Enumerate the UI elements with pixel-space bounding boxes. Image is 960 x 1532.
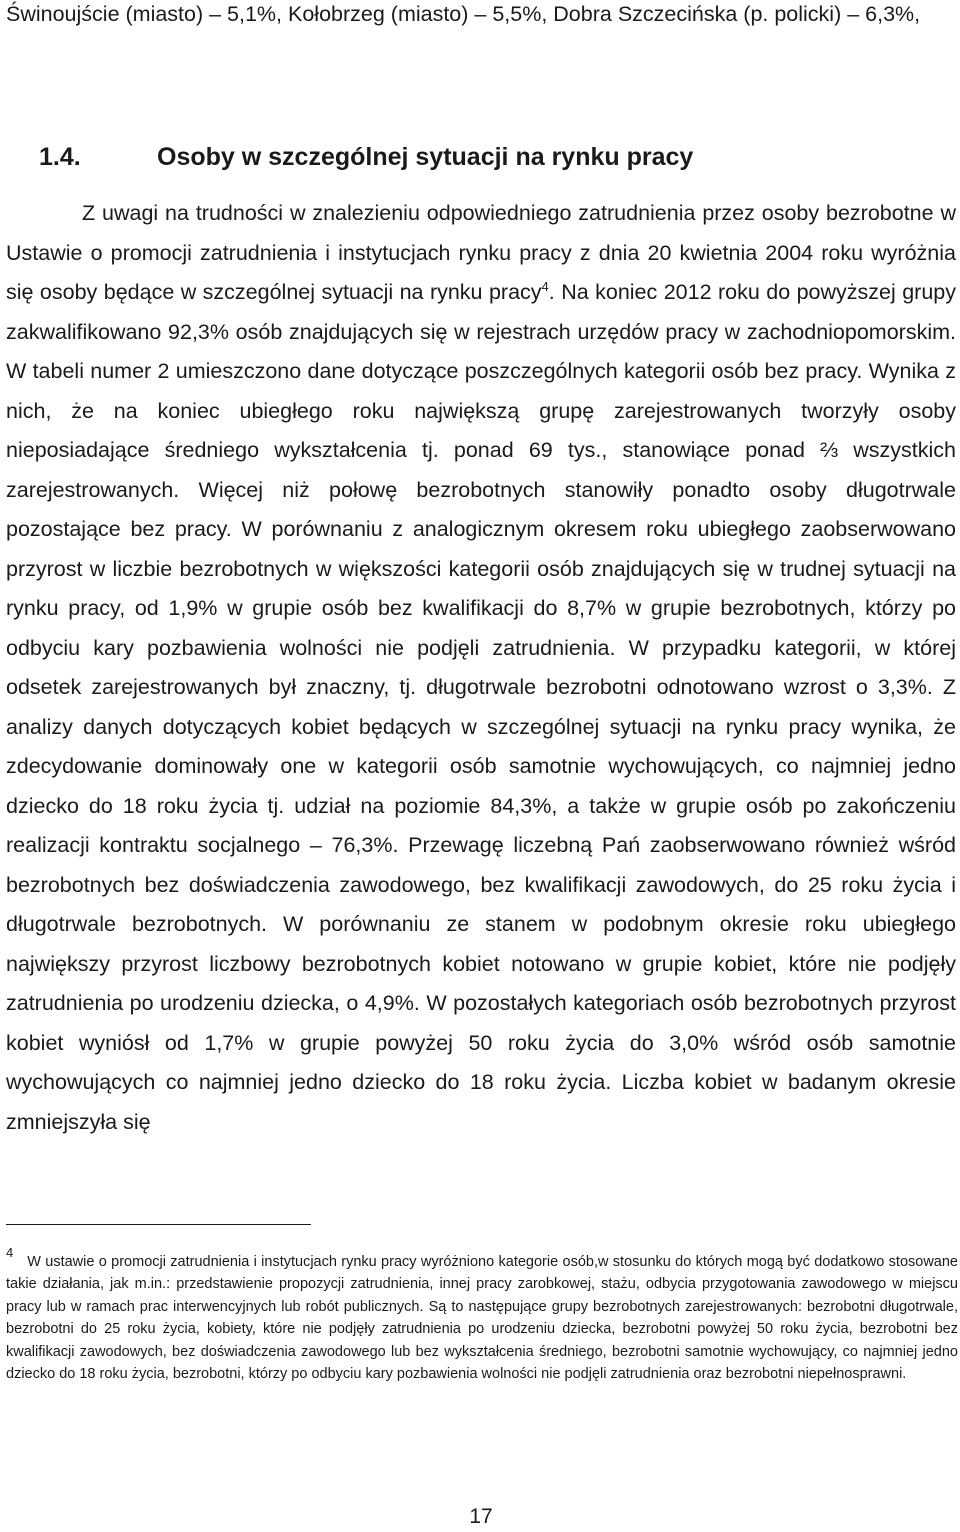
body-paragraph (6, 194, 956, 1142)
footnote-separator (6, 1224, 311, 1225)
footnote-number: 4 (6, 1245, 14, 1260)
page-number: 17 (469, 1505, 493, 1528)
section-title: Osoby w szczególnej sytuacji na rynku pracy (157, 143, 694, 171)
footnote-text: W ustawie o promocji zatrudnienia i instytucjach rynku pracy wyróżniono kategorie osób,w stosunku do których mogą być dodatkowo stosowane takie działania, jak m.in.: przedstawienie propozycji zatrudnienia, innej pracy zarobkowej, stażu, odbycia przygotowania zawodowego w miejscu pracy lub w ramach prac interwencyjnych lub robót publicznych. Są to następujące grupy bezrobotnych zarejestrowanych: bezrobotni długotrwale, bezrobotni do 25 roku życia, kobiety, które nie podjęły zatrudnienia po urodzeniu dziecka, bezrobotni powyżej 50 roku życia, bezrobotni bez kwalifikacji zawodowych, bez doświadczenia zawodowego lub bez wykształcenia średniego, bezrobotni samotnie wychowujący, co najmniej jedno dziecko do 18 roku życia, bezrobotni, którzy po odbyciu kary pozbawienia wolności nie podjęli zatrudnienia oraz bezrobotni niepełnosprawni. (6, 1254, 958, 1383)
body-text-part-1: Z uwagi na trudności w znalezieniu odpowiedniego zatrudnienia przez osoby bezrobotne w Ustawie o promocji zatrudnienia i instytucjach rynku pracy z dnia 20 kwietnia 2004 roku wyróżnia się osoby będące w szczególnej sytuacji na rynku pracy (6, 201, 956, 304)
footnote-reference[interactable]: 4 (541, 278, 549, 294)
section-number: 1.4. (39, 143, 81, 171)
intro-paragraph-continuation: Świnoujście (miasto) – 5,1%, Kołobrzeg (miasto) – 5,5%, Dobra Szczecińska (p. policki) – 6,3%, (6, 2, 921, 26)
footnote (6, 1242, 958, 1385)
section-heading (39, 137, 939, 177)
body-text-part-2: . Na koniec 2012 roku do powyższej grupy zakwalifikowano 92,3% osób znajdujących się w rejestrach urzędów pracy w zachodniopomorskim. W tabeli numer 2 umieszczono dane dotyczące poszczególnych kategorii osób bez pracy. Wynika z nich, że na koniec ubiegłego roku największą grupę zarejestrowanych tworzyły osoby nieposiadające średniego wykształcenia tj. ponad 69 tys., stanowiące ponad ⅔ wszystkich zarejestrowanych. Więcej niż połowę bezrobotnych stanowiły ponadto osoby długotrwale pozostające bez pracy. W porównaniu z analogicznym okresem roku ubiegłego zaobserwowano przyrost w liczbie bezrobotnych w większości kategorii osób znajdujących się w trudnej sytuacji na rynku pracy, od 1,9% w grupie osób bez kwalifikacji do 8,7% w grupie bezrobotnych, którzy po odbyciu kary pozbawienia wolności nie podjęli zatrudnienia. W przypadku kategorii, w której odsetek zarejestrowanych był znaczny, tj. długotrwale bezrobotni odnotowano wzrost o 3,3%. Z analizy danych dotyczących kobiet będących w szczególnej sytuacji na rynku pracy wynika, że zdecydowanie dominowały one w kategorii osób samotnie wychowujących, co najmniej jedno dziecko do 18 roku życia tj. udział na poziomie 84,3%, a także w grupie osób po zakończeniu realizacji kontraktu socjalnego – 76,3%. Przewagę liczebną Pań zaobserwowano również wśród bezrobotnych bez doświadczenia zawodowego, bez kwalifikacji zawodowych, do 25 roku życia i długotrwale bezrobotnych. W porównaniu ze stanem w podobnym okresie roku ubiegłego największy przyrost liczbowy bezrobotnych kobiet notowano w grupie kobiet, które nie podjęły zatrudnienia po urodzeniu dziecka, o 4,9%. W pozostałych kategoriach osób bezrobotnych przyrost kobiet wyniósł od 1,7% w grupie powyżej 50 roku życia do 3,0% wśród osób samotnie wychowujących co najmniej jedno dziecko do 18 roku życia. Liczba kobiet w badanym okresie zmniejszyła się (6, 280, 956, 1134)
